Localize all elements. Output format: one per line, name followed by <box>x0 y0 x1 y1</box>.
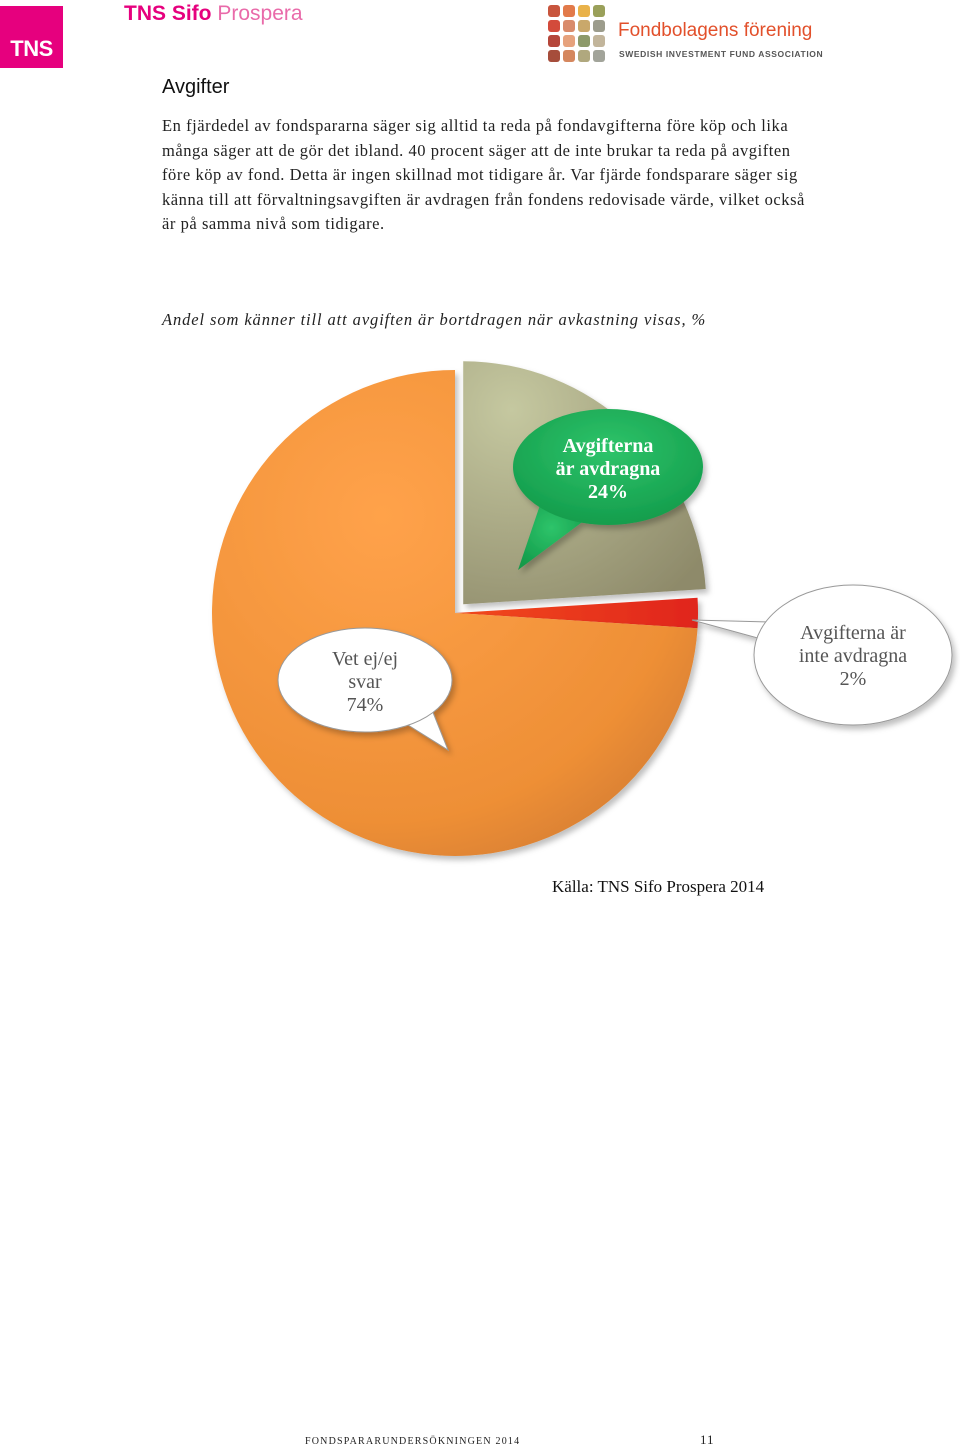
slice-label: Avgifterna <box>562 435 654 457</box>
body-paragraph: En fjärdedel av fondspararna säger sig alltid ta reda på fondavgifterna före köp och lika många säger att de gör det ibland. 40 procent säger att de inte brukar ta reda på avgiften före köp av fond. Detta är ingen skillnad mot tidigare år. Var fjärde fondsparare säger sig känna till att förvaltningsavgiften är avdragen från fondens redovisade värde, vilket också är på samma nivå som tidigare. <box>162 116 805 234</box>
logo-grid-cell <box>563 20 575 32</box>
association-logo-grid-icon <box>548 5 608 63</box>
logo-grid-cell <box>578 20 590 32</box>
slice-label: 74% <box>346 694 384 716</box>
pie-chart <box>0 340 960 870</box>
logo-grid-cell <box>548 50 560 62</box>
logo-grid-cell <box>563 50 575 62</box>
footer-report-name: FONDSPARARUNDERSÖKNINGEN 2014 <box>305 1436 521 1447</box>
association-subtitle: SWEDISH INVESTMENT FUND ASSOCIATION <box>619 49 824 59</box>
slice-label: 24% <box>588 481 628 503</box>
logo-grid-cell <box>593 50 605 62</box>
logo-grid-cell <box>563 35 575 47</box>
tns-brand-bold: TNS Sifo <box>124 2 212 25</box>
tns-brand-light: Prospera <box>217 2 303 25</box>
logo-grid-cell <box>548 20 560 32</box>
logo-grid-cell <box>563 5 575 17</box>
logo-grid-cell <box>548 5 560 17</box>
slice-label: svar <box>348 671 382 693</box>
footer-page-number: 11 <box>700 1432 715 1447</box>
logo-grid-cell <box>593 20 605 32</box>
slice-label: Vet ej/ej <box>331 648 399 670</box>
logo-grid-cell <box>578 35 590 47</box>
logo-grid-cell <box>593 5 605 17</box>
slice-label: inte avdragna <box>798 645 908 667</box>
section-title: Avgifter <box>162 76 230 98</box>
chart-title: Andel som känner till att avgiften är bortdragen när avkastning visas, % <box>162 310 707 329</box>
association-name: Fondbolagens förening <box>618 20 813 41</box>
slice-label: är avdragna <box>555 458 661 480</box>
slice-label: 2% <box>839 668 867 690</box>
logo-grid-cell <box>593 35 605 47</box>
slice-label: Avgifterna är <box>800 622 906 644</box>
logo-grid-cell <box>578 50 590 62</box>
logo-grid-cell <box>548 35 560 47</box>
logo-grid-cell <box>578 5 590 17</box>
tns-logo: TNS <box>0 6 63 68</box>
tns-sifo-prospera-brand <box>124 2 303 26</box>
chart-source: Källa: TNS Sifo Prospera 2014 <box>552 877 765 896</box>
